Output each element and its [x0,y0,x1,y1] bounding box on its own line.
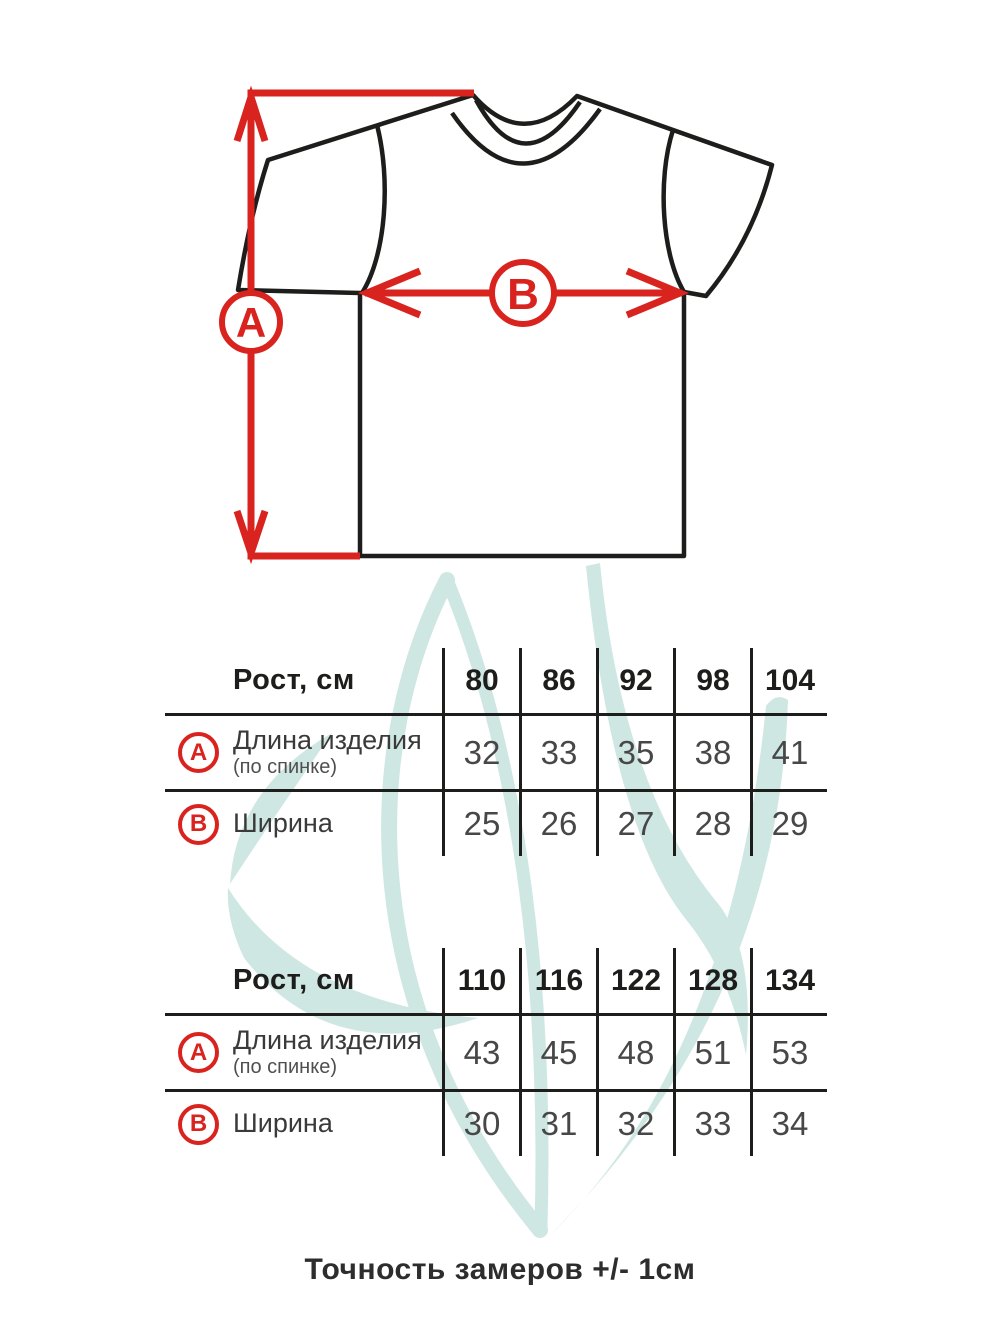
value-cell: 33 [540,733,578,771]
value-cell: 53 [771,1033,809,1071]
value-cell: 32 [617,1105,655,1142]
size-header-cell: 128 [687,963,739,997]
size-header-cell: 104 [764,663,816,697]
size-header-cell: 92 [619,663,653,697]
value-cell: 32 [463,733,501,771]
value-cell: 35 [617,733,655,771]
width-row-label: Ширина [233,1108,333,1139]
size-table-80-104 [165,648,827,856]
value-cell: 26 [540,805,578,842]
value-cell: 30 [463,1105,501,1142]
value-cell: 27 [617,805,655,842]
marker-a-badge: A [178,732,219,773]
size-header-cell: 86 [542,663,576,697]
height-header-label: Рост, см [233,964,355,996]
value-cell: 43 [463,1033,501,1071]
size-header-cell: 98 [696,663,730,697]
value-cell: 31 [540,1105,578,1142]
width-marker-letter: B [507,269,539,319]
tshirt-measurement-diagram [0,0,1000,620]
size-header-cell: 134 [764,963,816,997]
value-cell: 29 [771,805,809,842]
value-cell: 34 [771,1105,809,1142]
table-header-row [165,648,827,713]
value-cell: 41 [771,733,809,771]
size-header-cell: 110 [457,963,507,997]
height-header-label: Рост, см [233,664,355,696]
length-row-sublabel: (по спинке) [233,1055,337,1078]
accuracy-note: Точность замеров +/- 1см [304,1253,696,1286]
width-row-label: Ширина [233,808,333,839]
width-row [165,1089,827,1156]
marker-a-badge: A [178,1032,219,1073]
size-header-cell: 80 [465,663,499,697]
value-cell: 25 [463,805,501,842]
length-row-label: Длина изделия [233,1025,422,1056]
length-row-sublabel: (по спинке) [233,755,337,778]
marker-b-badge: B [178,804,219,845]
value-cell: 48 [617,1033,655,1071]
value-cell: 33 [694,1105,732,1142]
size-table-110-134 [165,948,827,1156]
size-header-cell: 122 [610,963,662,997]
value-cell: 38 [694,733,732,771]
table-header-row [165,948,827,1013]
length-row-label: Длина изделия [233,725,422,756]
value-cell: 51 [694,1033,732,1071]
length-row [165,1013,827,1089]
length-row [165,713,827,789]
value-cell: 28 [694,805,732,842]
length-marker-letter: A [235,299,267,347]
marker-b-badge: B [178,1104,219,1145]
value-cell: 45 [540,1033,578,1071]
shirt-outline [235,95,772,556]
size-header-cell: 116 [534,963,584,997]
width-row [165,789,827,856]
